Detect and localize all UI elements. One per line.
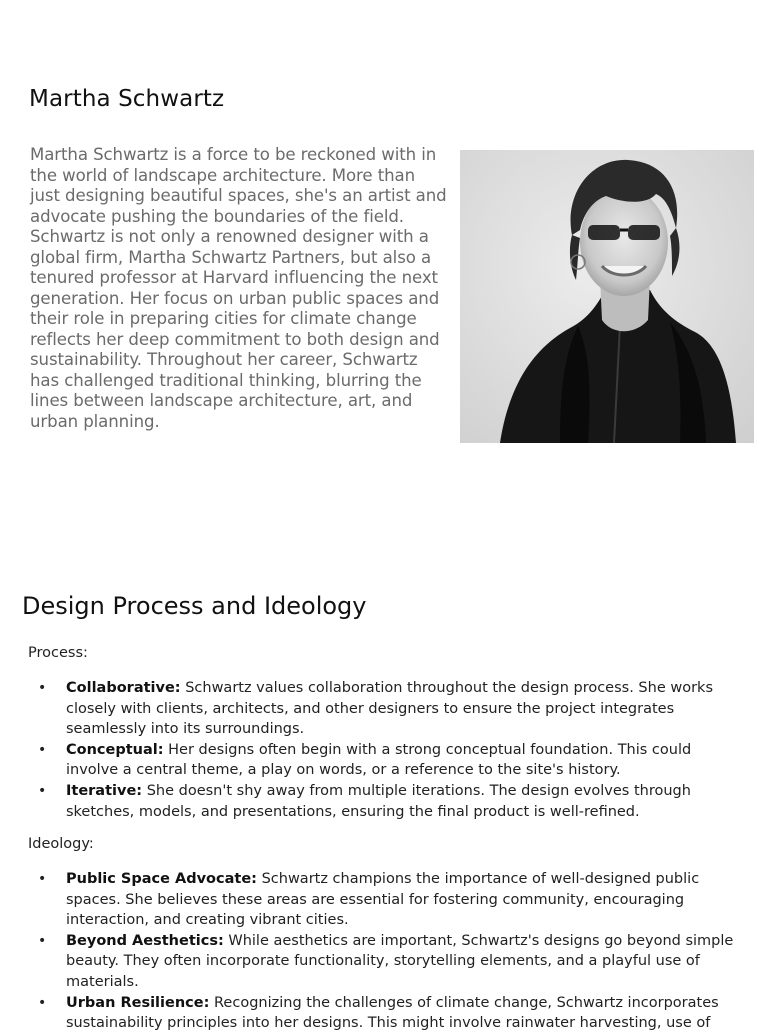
ideology-list <box>0 869 768 1034</box>
item-text: Recognizing the challenges of climate change, Schwartz incorporates sustainability principles into her designs. This might involve rainwater harvesting, use of <box>66 994 719 1032</box>
bullet-icon: • <box>38 994 47 1011</box>
page-title: Martha Schwartz <box>29 86 225 112</box>
item-term: Beyond Aesthetics: <box>66 932 224 949</box>
item-term: Collaborative: <box>66 680 181 696</box>
item-term: Iterative: <box>66 782 143 799</box>
bullet-icon: • <box>38 782 47 799</box>
portrait-illustration <box>460 150 754 443</box>
bullet-icon: • <box>38 741 47 758</box>
item-text: She doesn't shy away from multiple iterations. The design evolves through sketches, models, and presentations, ensuring the final product is well-refined. <box>66 782 691 820</box>
item-text: Schwartz champions the importance of well-designed public spaces. She believes these areas are essential for fostering community, encouraging interaction, and creating vibrant cities. <box>66 871 700 929</box>
bullet-icon: • <box>38 932 47 949</box>
item-text: Her designs often begin with a strong conceptual foundation. This could involve a central theme, a play on words, or a reference to the site's history. <box>66 741 692 779</box>
list-item <box>0 678 768 740</box>
item-term: Conceptual: <box>66 741 164 758</box>
portrait-photo <box>460 150 754 443</box>
process-list <box>0 678 768 822</box>
item-text: Schwartz values collaboration throughout the design process. She works closely with clients, architects, and other designers to ensure the project integrates seamlessly into its surroundings. <box>66 680 713 738</box>
list-item <box>0 931 768 993</box>
list-item <box>0 869 768 931</box>
item-term: Public Space Advocate: <box>66 871 257 887</box>
ideology-label: Ideology: <box>28 836 94 852</box>
bullet-icon: • <box>38 680 47 696</box>
list-item <box>0 781 768 822</box>
list-item <box>0 993 768 1034</box>
process-label: Process: <box>28 645 88 661</box>
item-term: Urban Resilience: <box>66 994 210 1011</box>
bio-paragraph: Martha Schwartz is a force to be reckoned with in the world of landscape architecture. More than just designing beautiful spaces, she's an artist and advocate pushing the boundaries of the field. Schwartz is not only a renowned designer with a global firm, Martha Schwartz Partners, but also a tenured professor at Harvard influencing the next generation. Her focus on urban public spaces and their role in preparing cities for climate change reflects her deep commitment to both design and sustainability. Throughout her career, Schwartz has challenged traditional thinking, blurring the lines between landscape architecture, art, and urban planning. <box>30 145 447 431</box>
list-item <box>0 740 768 781</box>
bullet-icon: • <box>38 871 47 887</box>
section-title: Design Process and Ideology <box>22 592 367 620</box>
item-text: While aesthetics are important, Schwartz's designs go beyond simple beauty. They often incorporate functionality, storytelling elements, and a playful use of materials. <box>66 932 734 990</box>
